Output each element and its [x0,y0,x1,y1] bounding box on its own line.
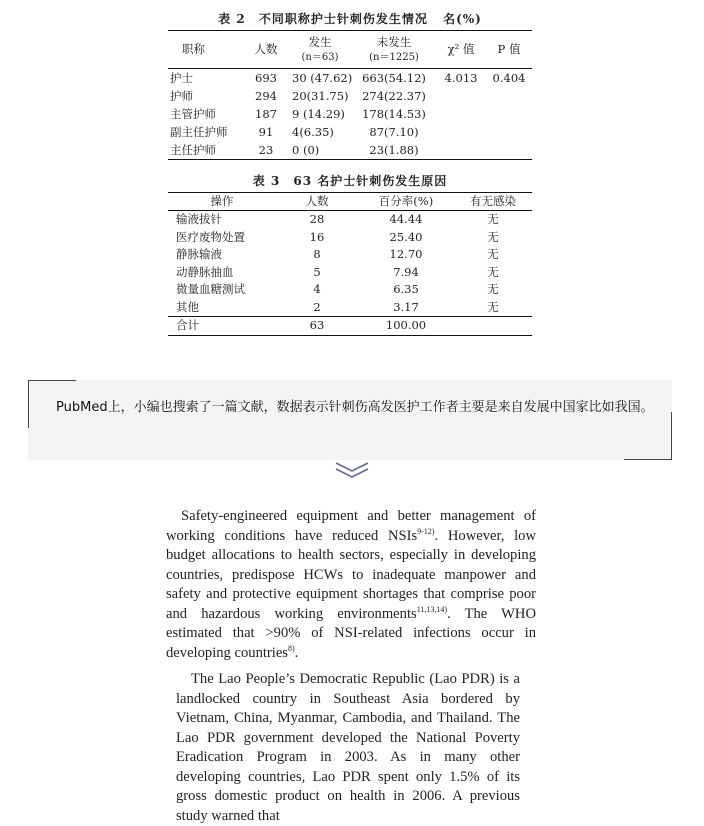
table-row [168,246,532,264]
header-not-occurred-n: (n＝1225) [369,51,419,63]
cell-infection: 无 [487,229,499,244]
cell-infection: 无 [487,264,499,279]
cell-count: 693 [255,71,277,85]
table-3-caption [168,170,532,192]
table-row [168,105,532,123]
excerpt-p1-part-b: . However, low budget allocations to health sectors, especially in developing countries, predispose HCWs to inadequate manpower and safety and protective equipment shortages that comprise poor and hazardous working environments [166,527,537,622]
cell-count: 63 [276,317,358,336]
cell-chi2 [436,141,486,160]
table-3-label: 表 3 [252,174,281,188]
header-not-occurred [352,31,436,69]
header-occurred-n: (n＝63) [301,51,339,63]
table-row [168,211,532,229]
cell-percent: 3.17 [393,299,419,314]
header-occurred [288,31,352,69]
cell-operation: 其他 [176,299,199,314]
table-row [168,141,532,160]
cell-count: 294 [255,89,277,103]
cell-infection [454,317,532,336]
cell-occurred: 4(6.35) [292,125,334,139]
table-row [168,123,532,141]
cell-title: 主任护师 [168,141,244,160]
cell-occurred: 20(31.75) [292,89,349,103]
citation-9-12: 9-12) [417,526,435,536]
citation-11-13-14: 11,13,14) [416,604,448,614]
cell-infection: 无 [487,299,499,314]
excerpt-p1-part-c: . The WHO estimated that >90% of NSI-related infections occur in developing countries [166,605,536,661]
table-2-caption [168,8,532,30]
table-2-header-row [168,31,532,69]
cell-operation: 静脉输液 [176,247,222,261]
table-2 [168,8,532,160]
cell-not-occurred: 87(7.10) [369,125,419,139]
citation-8: 8) [288,643,295,653]
cell-title: 护师 [170,89,193,103]
cell-percent: 44.44 [389,212,423,226]
header-count: 人数 [276,193,358,211]
header-title: 职称 [168,31,244,69]
table-2-label: 表 2 [218,12,246,26]
cell-percent: 25.40 [389,229,423,244]
cell-count: 5 [313,264,321,279]
cell-chi2 [436,123,486,141]
cell-operation: 动静脉抽血 [176,264,234,279]
cell-percent: 6.35 [393,282,419,296]
cell-title: 护士 [170,71,193,85]
cell-count: 8 [313,247,321,261]
cell-infection: 无 [487,247,499,261]
cell-operation: 输液拔针 [176,212,222,226]
cell-count: 23 [244,141,288,160]
cell-chi2: 4.013 [444,71,478,85]
article-excerpt [166,507,536,826]
table-3 [168,170,532,336]
cell-not-occurred: 274(22.37) [362,89,426,103]
table-row [168,229,532,247]
cell-occurred: 0 (0) [288,141,352,160]
excerpt-paragraph-2: The Lao People’s Democratic Republic (Lao PDR) is a landlocked country in Southeast Asia bordered by Vietnam, China, Myanmar, Cambodia, and Thailand. The Lao PDR government developed the National Poverty Eradication Program in 2003. As in many other developing countries, Lao PDR spent only 1.5% of its gross domestic product on health in 2006. A previous study warned that [176,671,520,824]
cell-operation: 医疗废物处置 [176,229,245,244]
cell-count: 2 [313,299,321,314]
header-infection: 有无感染 [454,193,532,211]
cell-count: 4 [313,282,321,296]
header-operation: 操作 [168,193,276,211]
cell-p [486,123,532,141]
table-row [168,281,532,299]
cell-p [486,105,532,123]
header-occurred-label: 发生 [308,34,332,49]
table-row [168,299,532,317]
table-3-title: 63 名护士针刺伤发生原因 [293,174,448,188]
excerpt-p1-part-a: Safety-engineered equipment and better management of working conditions have reduced NSIs [166,508,536,544]
cell-percent: 7.94 [393,264,419,279]
cell-infection: 无 [487,212,499,226]
cell-p [486,141,532,160]
cell-count: 16 [309,229,325,244]
cell-count: 28 [309,212,325,226]
cell-operation: 合计 [168,317,276,336]
cell-operation: 微量血糖测试 [176,282,245,296]
excerpt-p1-part-d: . [294,644,299,661]
cell-p [486,87,532,105]
cell-chi2 [436,87,486,105]
header-chi2: χ² 值 [436,31,486,69]
table-row [168,264,532,282]
cell-percent: 100.00 [358,317,454,336]
table-3-header-row [168,193,532,211]
header-percent: 百分率(%) [358,193,454,211]
cell-occurred: 9 (14.29) [292,107,345,121]
cell-not-occurred: 663(54.12) [362,71,426,85]
excerpt-paragraph-1-frame [166,507,536,662]
table-total-row [168,317,532,336]
table-3-grid [168,192,532,336]
table-row [168,69,532,88]
table-2-unit: 名(%) [443,12,482,26]
table-2-title: 不同职称护士针刺伤发生情况 [258,12,428,26]
cell-occurred: 30 (47.62) [292,71,353,85]
header-p: P 值 [486,31,532,69]
cell-percent: 12.70 [389,247,423,261]
header-count: 人数 [244,31,288,69]
excerpt-paragraph-1 [166,507,536,663]
quote-text: PubMed上，小编也搜索了一篇文献，数据表示针刺伤高发医护工作者主要是来自发展中国家比如我国。 [56,400,654,415]
cell-count: 91 [258,125,274,139]
cell-p: 0.404 [492,71,526,85]
cell-title: 主管护师 [170,107,216,121]
cell-count: 187 [255,107,277,121]
table-2-grid [168,30,532,160]
cell-not-occurred: 23(1.88) [352,141,436,160]
header-not-occurred-label: 未发生 [376,34,412,49]
cell-chi2 [436,105,486,123]
quote-block [28,380,672,460]
double-chevron-down-icon [334,460,370,480]
table-row [168,87,532,105]
cell-infection: 无 [487,282,499,296]
cell-title: 副主任护师 [170,125,228,139]
cell-not-occurred: 178(14.53) [362,107,426,121]
